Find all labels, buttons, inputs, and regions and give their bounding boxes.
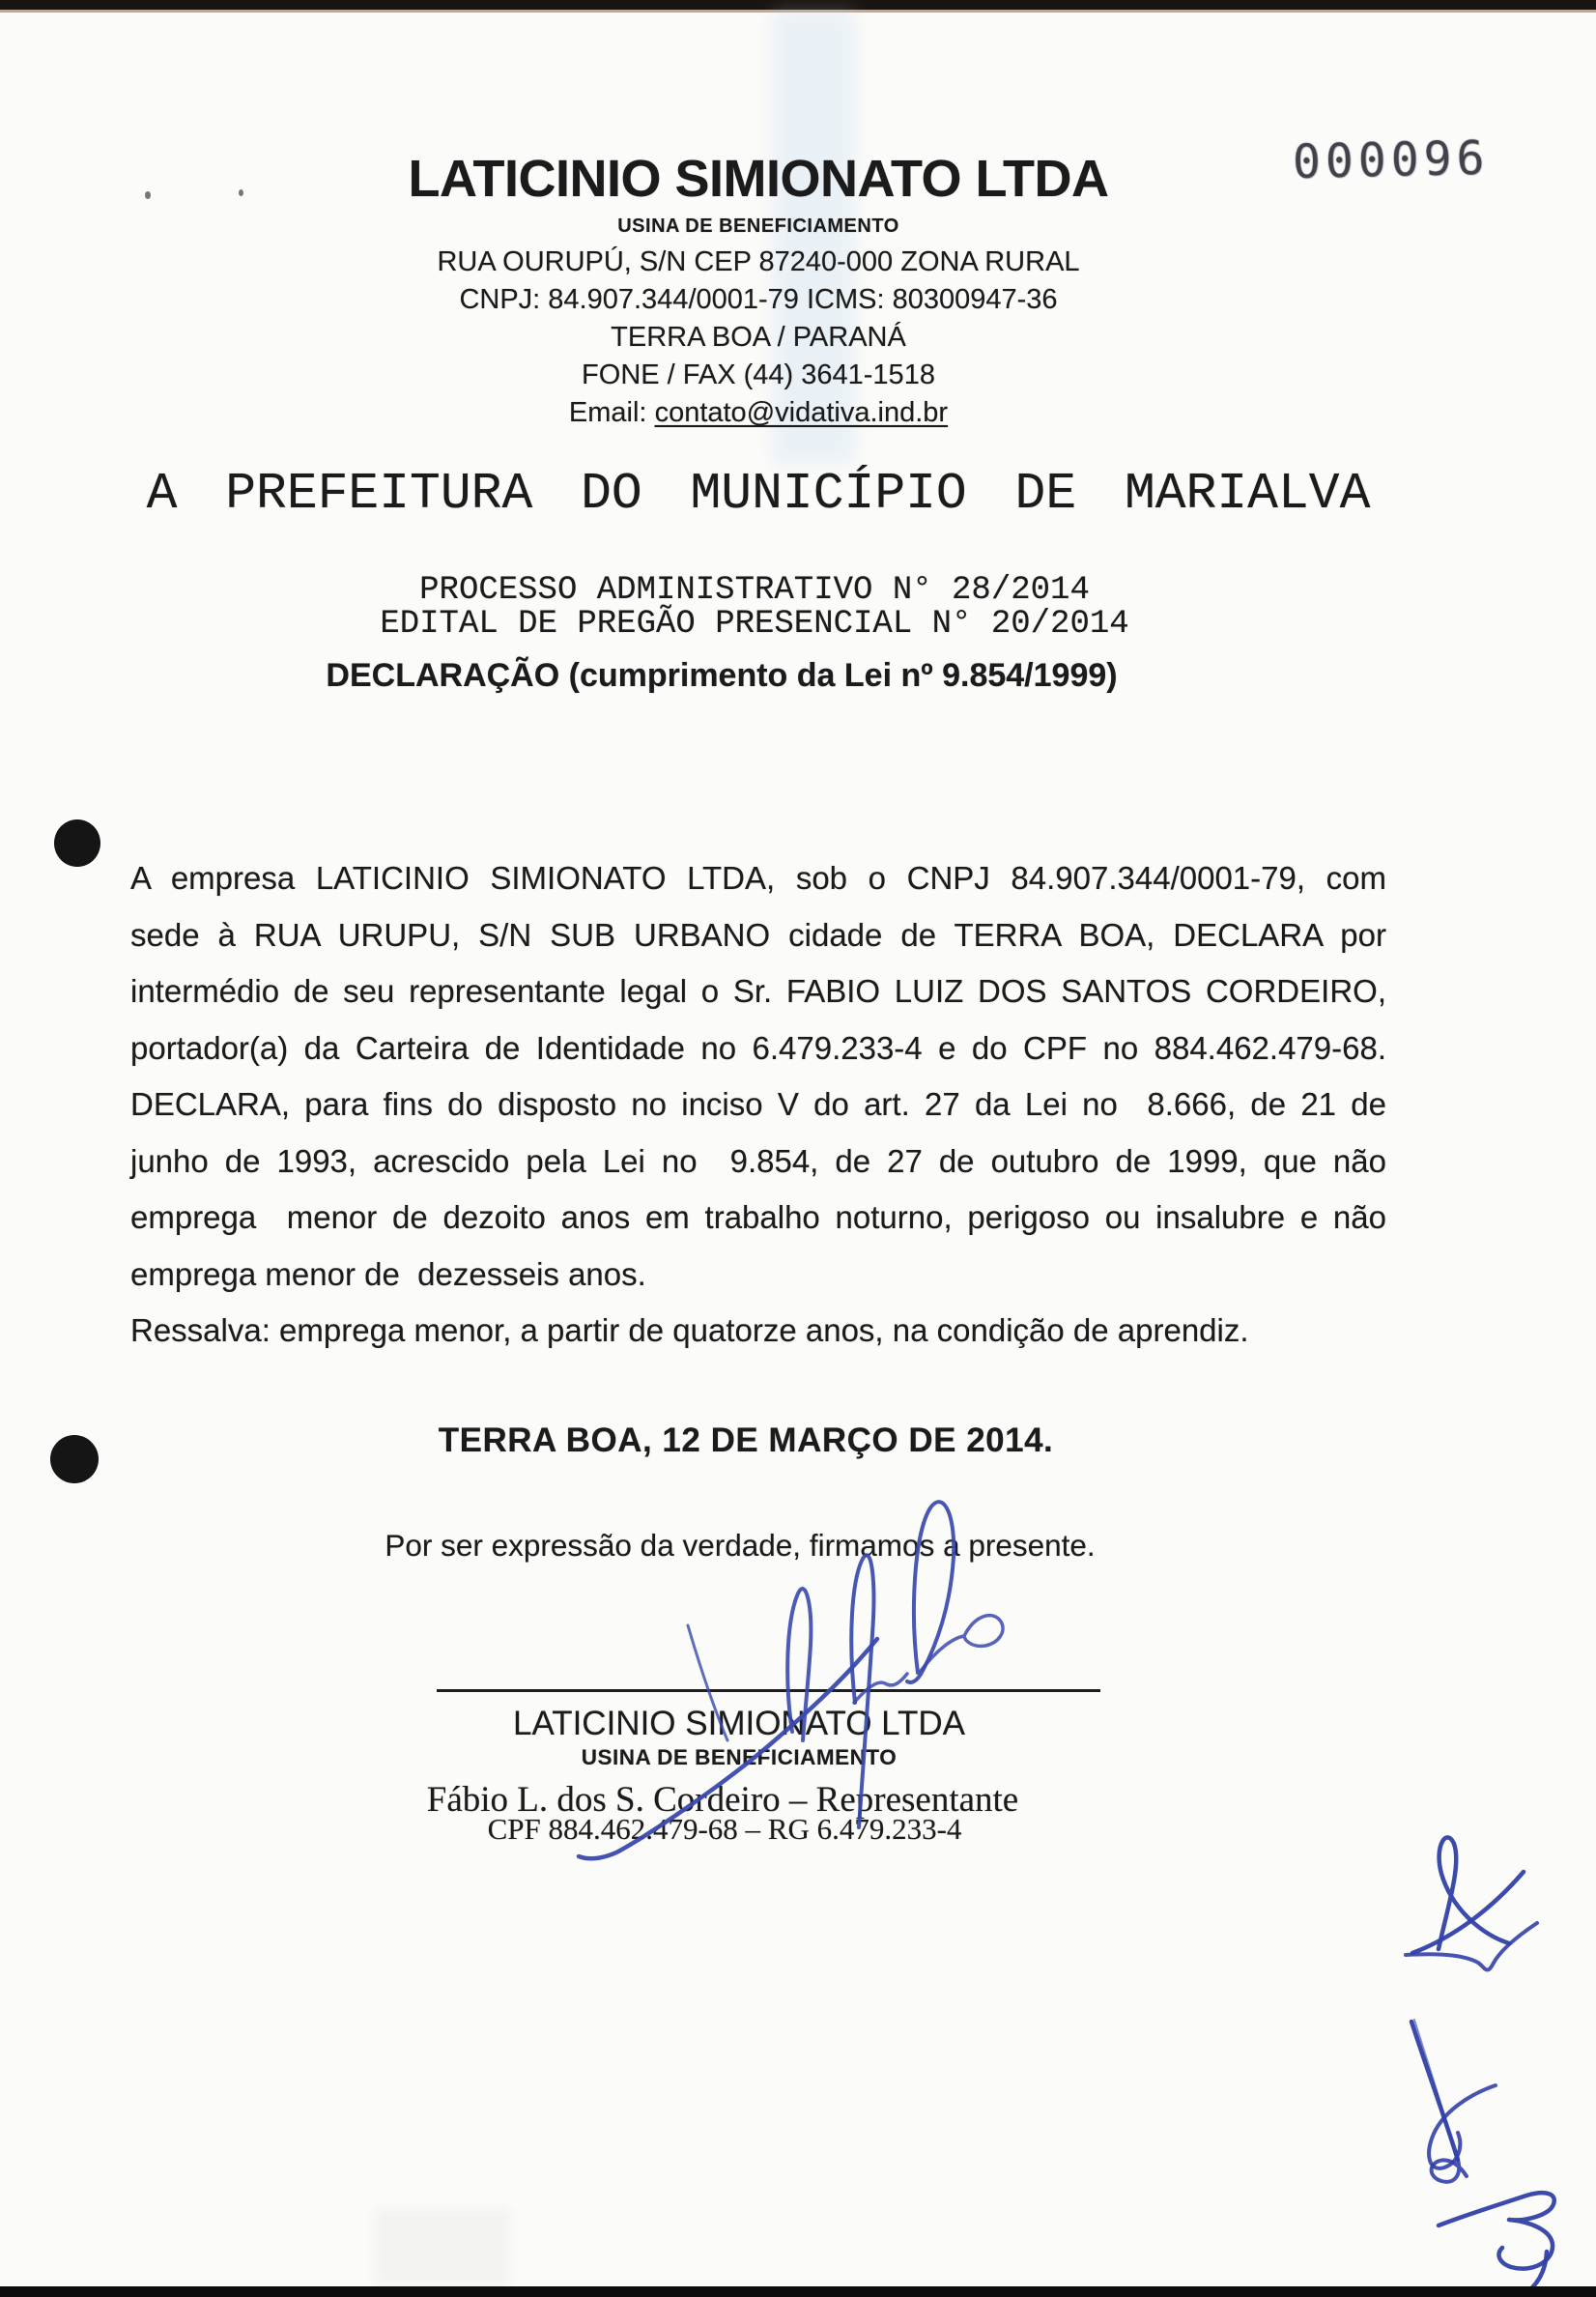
pen-stroke [1432,2160,1467,2182]
ink-speck [145,191,151,199]
process-heading [380,574,1128,641]
edital-number-line: EDITAL DE PREGÃO PRESENCIAL N° 20/2014 [380,605,1129,643]
signature-stroke [854,1674,907,1703]
body-line: Ressalva: emprega menor, a partir de quatorze anos, na condição de aprendiz. [130,1312,1249,1348]
declaration-title: DECLARAÇÃO [326,657,560,694]
body-line: emprega menor de dezoito anos em trabalho noturno, perigoso ou insalubre e não [130,1199,1386,1235]
email-label: Email: [568,397,655,428]
signature-name-line: Fábio L. dos S. Cordeiro – Representante [426,1780,1019,1820]
letterhead-subtitle: USINA DE BENEFICIAMENTO [617,215,899,237]
signature-stroke [921,1616,1003,1671]
body-line: sede à RUA URUPU, S/N SUB URBANO cidade de TERRA BOA, DECLARA por [130,916,1386,953]
closing-line: Por ser expressão da verdade, firmamos a presente. [385,1528,1096,1563]
hole-punch-bottom [50,1435,99,1483]
letterhead-address-block [437,244,1079,432]
process-number-line: PROCESSO ADMINISTRATIVO N° 28/2014 [419,572,1090,609]
scanner-bar-bottom [0,2286,1596,2297]
pen-stroke [1412,1872,1524,1953]
signature-company: LATICINIO SIMIONATO LTDA [512,1705,966,1742]
letterhead-registry: CNPJ: 84.907.344/0001-79 ICMS: 80300947-36 [459,284,1058,315]
declaration-title-rest: (cumprimento da Lei nº 9.854/1999) [559,657,1118,694]
letterhead-email-line [437,394,1079,432]
body-paragraph [130,850,1386,1360]
hole-punch-top [54,819,100,867]
signature-subtitle: USINA DE BENEFICIAMENTO [581,1745,898,1769]
signature-rule [437,1689,1100,1692]
body-line: emprega menor de dezesseis anos. [130,1255,646,1292]
body-line: junho de 1993, acrescido pela Lei no 9.854, de 27 de outubro de 1999, que não [130,1142,1386,1179]
letterhead-city: TERRA BOA / PARANÁ [611,322,906,353]
letterhead-street: RUA OURUPÚ, S/N CEP 87240-000 ZONA RURAL [437,246,1080,277]
body-line: A empresa LATICINIO SIMIONATO LTDA, sob o CNPJ 84.907.344/0001-79, com [130,860,1386,896]
pen-mark-x [1406,1837,1537,1969]
date-line: TERRA BOA, 12 DE MARÇO DE 2014. [438,1421,1054,1459]
letterhead-company-name: LATICINIO SIMIONATO LTDA [408,150,1109,208]
letterhead-phone: FONE / FAX (44) 3641-1518 [582,359,935,390]
pen-mark-three [1439,2193,1554,2297]
pen-stroke [1406,1923,1537,1970]
page-number-stamp: 000096 [1292,130,1490,190]
pen-stroke [1439,1837,1509,1949]
pen-stroke [1411,2022,1458,2160]
body-line: portador(a) da Carteira de Identidade no 6.479.233-4 e do CPF no 884.462.479-68. [130,1029,1386,1066]
pen-stroke [1439,2193,1554,2268]
pen-mark-loop [1411,2020,1496,2182]
pen-stroke [1414,2020,1455,2155]
signature-cpf-line: CPF 884.462.479-68 – RG 6.479.233-4 [487,1812,962,1846]
body-line: DECLARA, para fins do disposto no inciso V do art. 27 da Lei no 8.666, de 21 de [130,1086,1386,1122]
email-address: contato@vidativa.ind.br [654,397,949,428]
scanner-bar-top [0,0,1596,10]
pen-stroke [1429,2085,1496,2168]
scan-smudge [375,2208,510,2285]
body-line: intermédio de seu representante legal o Sr. FABIO LUIZ DOS SANTOS CORDEIRO, [130,973,1386,1009]
ink-speck [239,189,243,196]
recipient-line: A PREFEITURA DO MUNICÍPIO DE MARIALVA [146,465,1371,523]
declaration-title-line [326,657,1117,695]
